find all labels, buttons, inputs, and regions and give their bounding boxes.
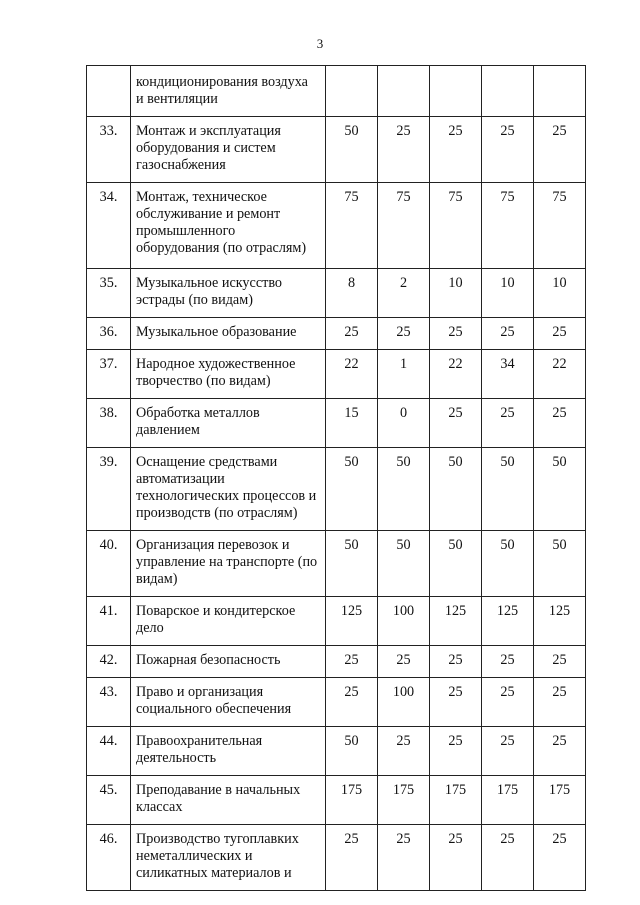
- value-cell: 2: [378, 269, 430, 318]
- value-cell: 25: [534, 318, 586, 350]
- table-row: [87, 318, 586, 350]
- table-body: [87, 66, 586, 891]
- specialty-name-cell: Право и организация социального обеспечения: [131, 678, 326, 727]
- value-cell: 25: [326, 678, 378, 727]
- row-number-cell: 41.: [87, 597, 131, 646]
- value-cell: 25: [534, 678, 586, 727]
- table-row: [87, 646, 586, 678]
- value-cell: 25: [482, 678, 534, 727]
- value-cell: 25: [482, 825, 534, 891]
- value-cell: 25: [482, 117, 534, 183]
- value-cell: 75: [430, 183, 482, 269]
- value-cell: 25: [326, 825, 378, 891]
- specialty-name-cell: Правоохранительная деятельность: [131, 727, 326, 776]
- specialty-name-cell: Поварское и кондитерское дело: [131, 597, 326, 646]
- value-cell: 10: [482, 269, 534, 318]
- specialty-name-cell: Производство тугоплавких неметаллических и силикатных материалов и: [131, 825, 326, 891]
- value-cell: 15: [326, 399, 378, 448]
- value-cell: 25: [534, 646, 586, 678]
- table-row-continued: [87, 66, 586, 117]
- specialty-name-cell: Организация перевозок и управление на транспорте (по видам): [131, 531, 326, 597]
- row-number-cell: 34.: [87, 183, 131, 269]
- value-cell: 25: [378, 727, 430, 776]
- specialty-name-cell: Монтаж, техническое обслуживание и ремонт промышленного оборудования (по отраслям): [131, 183, 326, 269]
- specialty-name-cell: кондиционирования воздуха и вентиляции: [131, 66, 326, 117]
- value-cell: 10: [430, 269, 482, 318]
- row-number-cell: 45.: [87, 776, 131, 825]
- table-row: [87, 399, 586, 448]
- value-cell: 0: [378, 399, 430, 448]
- value-cell: 22: [326, 350, 378, 399]
- value-cell: [326, 66, 378, 117]
- row-number-cell: 35.: [87, 269, 131, 318]
- value-cell: 50: [430, 448, 482, 531]
- row-number-cell: 42.: [87, 646, 131, 678]
- row-number-cell: 36.: [87, 318, 131, 350]
- value-cell: 25: [430, 825, 482, 891]
- value-cell: 10: [534, 269, 586, 318]
- value-cell: 25: [534, 825, 586, 891]
- table-row: [87, 825, 586, 891]
- value-cell: 175: [326, 776, 378, 825]
- row-number-cell: [87, 66, 131, 117]
- value-cell: 25: [378, 825, 430, 891]
- value-cell: [430, 66, 482, 117]
- row-number-cell: 39.: [87, 448, 131, 531]
- table-row: [87, 597, 586, 646]
- value-cell: 1: [378, 350, 430, 399]
- specialty-name-cell: Музыкальное образование: [131, 318, 326, 350]
- specialty-name-cell: Музыкальное искусство эстрады (по видам): [131, 269, 326, 318]
- value-cell: 75: [326, 183, 378, 269]
- table-row: [87, 678, 586, 727]
- value-cell: 50: [534, 531, 586, 597]
- value-cell: 125: [326, 597, 378, 646]
- table-row: [87, 727, 586, 776]
- value-cell: 50: [326, 117, 378, 183]
- quota-table: [86, 65, 586, 891]
- row-number-cell: 33.: [87, 117, 131, 183]
- value-cell: 100: [378, 678, 430, 727]
- row-number-cell: 37.: [87, 350, 131, 399]
- row-number-cell: 44.: [87, 727, 131, 776]
- value-cell: 175: [430, 776, 482, 825]
- page-number: 3: [316, 36, 324, 51]
- value-cell: 50: [326, 531, 378, 597]
- value-cell: 50: [378, 448, 430, 531]
- value-cell: 25: [430, 727, 482, 776]
- value-cell: 25: [534, 727, 586, 776]
- table-row: [87, 183, 586, 269]
- value-cell: 25: [430, 117, 482, 183]
- value-cell: 50: [534, 448, 586, 531]
- row-number-cell: 40.: [87, 531, 131, 597]
- value-cell: 75: [482, 183, 534, 269]
- table-row: [87, 531, 586, 597]
- value-cell: 175: [482, 776, 534, 825]
- value-cell: 100: [378, 597, 430, 646]
- value-cell: 25: [482, 318, 534, 350]
- value-cell: 25: [326, 646, 378, 678]
- value-cell: 25: [534, 399, 586, 448]
- table-row: [87, 350, 586, 399]
- value-cell: 22: [534, 350, 586, 399]
- table-row: [87, 269, 586, 318]
- value-cell: 75: [378, 183, 430, 269]
- value-cell: 125: [534, 597, 586, 646]
- value-cell: 25: [378, 646, 430, 678]
- value-cell: 25: [430, 678, 482, 727]
- value-cell: 50: [482, 531, 534, 597]
- specialty-name-cell: Монтаж и эксплуатация оборудования и систем газоснабжения: [131, 117, 326, 183]
- value-cell: [534, 66, 586, 117]
- value-cell: 50: [326, 727, 378, 776]
- value-cell: 50: [430, 531, 482, 597]
- value-cell: 25: [482, 646, 534, 678]
- table-row: [87, 776, 586, 825]
- value-cell: 22: [430, 350, 482, 399]
- value-cell: 25: [378, 318, 430, 350]
- value-cell: 175: [534, 776, 586, 825]
- value-cell: 75: [534, 183, 586, 269]
- value-cell: 175: [378, 776, 430, 825]
- value-cell: [378, 66, 430, 117]
- specialty-name-cell: Обработка металлов давлением: [131, 399, 326, 448]
- value-cell: 25: [326, 318, 378, 350]
- value-cell: 125: [482, 597, 534, 646]
- value-cell: 50: [482, 448, 534, 531]
- value-cell: 50: [326, 448, 378, 531]
- table-row: [87, 117, 586, 183]
- value-cell: [482, 66, 534, 117]
- value-cell: 25: [430, 318, 482, 350]
- specialty-name-cell: Народное художественное творчество (по видам): [131, 350, 326, 399]
- value-cell: 25: [430, 646, 482, 678]
- value-cell: 125: [430, 597, 482, 646]
- value-cell: 25: [378, 117, 430, 183]
- value-cell: 50: [378, 531, 430, 597]
- value-cell: 25: [482, 727, 534, 776]
- table-row: [87, 448, 586, 531]
- value-cell: 8: [326, 269, 378, 318]
- value-cell: 25: [534, 117, 586, 183]
- specialty-name-cell: Пожарная безопасность: [131, 646, 326, 678]
- specialty-name-cell: Оснащение средствами автоматизации технологических процессов и производств (по отраслям): [131, 448, 326, 531]
- value-cell: 25: [482, 399, 534, 448]
- specialty-name-cell: Преподавание в начальных классах: [131, 776, 326, 825]
- value-cell: 25: [430, 399, 482, 448]
- row-number-cell: 38.: [87, 399, 131, 448]
- value-cell: 34: [482, 350, 534, 399]
- row-number-cell: 46.: [87, 825, 131, 891]
- row-number-cell: 43.: [87, 678, 131, 727]
